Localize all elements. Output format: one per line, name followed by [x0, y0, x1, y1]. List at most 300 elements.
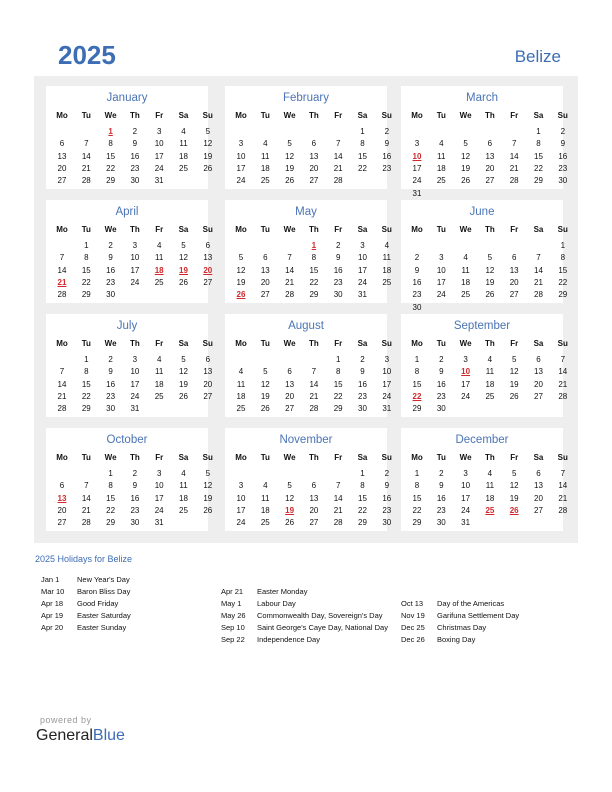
holiday-day: 20 — [203, 265, 213, 275]
holiday-name: Christmas Day — [437, 623, 487, 632]
day-cell: 14 — [285, 265, 295, 275]
weekday-header: Sa — [357, 339, 368, 348]
day-cell: 12 — [509, 481, 519, 491]
day-cell: 19 — [260, 391, 270, 401]
day-cell: 15 — [106, 151, 116, 161]
day-cell: 24 — [130, 277, 140, 287]
holiday-day: 13 — [57, 493, 67, 503]
weekday-header: We — [104, 225, 117, 234]
day-cell: 26 — [285, 176, 295, 186]
day-cell: 28 — [57, 290, 67, 300]
day-cell: 7 — [59, 367, 65, 377]
holiday-date: Sep 10 — [221, 623, 245, 632]
weekday-header: Fr — [155, 339, 164, 348]
brand-blue: Blue — [92, 727, 125, 744]
day-cell: 2 — [439, 355, 444, 364]
day-cell: 8 — [84, 253, 89, 263]
day-cell: 5 — [181, 355, 186, 364]
day-cell: 3 — [463, 469, 468, 478]
day-cell: 8 — [335, 367, 341, 377]
day-cell: 12 — [285, 493, 295, 503]
day-cell: 31 — [154, 176, 164, 186]
day-cell: 3 — [238, 481, 244, 491]
day-cell: 14 — [57, 379, 67, 389]
day-cell: 30 — [558, 176, 568, 186]
day-cell: 6 — [287, 367, 292, 377]
day-cell: 25 — [260, 518, 270, 528]
month-name: October — [106, 434, 148, 446]
day-cell: 7 — [287, 253, 292, 263]
day-cell: 15 — [358, 151, 367, 161]
weekday-header: Tu — [260, 339, 270, 348]
day-cell: 28 — [333, 176, 343, 186]
day-cell: 25 — [485, 391, 495, 401]
day-cell: 7 — [84, 139, 89, 149]
month-may — [225, 200, 392, 303]
day-cell: 1 — [536, 127, 541, 136]
day-cell: 12 — [179, 253, 188, 263]
day-cell: 22 — [358, 163, 367, 173]
day-cell: 21 — [81, 163, 91, 173]
month-october — [46, 428, 213, 531]
weekday-header: Th — [309, 339, 319, 348]
day-cell: 16 — [130, 151, 140, 161]
day-cell: 15 — [534, 151, 543, 161]
day-cell: 2 — [414, 253, 420, 263]
day-cell: 17 — [461, 493, 471, 503]
day-cell: 29 — [412, 518, 422, 528]
weekday-header: Th — [485, 339, 495, 348]
day-cell: 1 — [84, 241, 89, 250]
month-name: July — [116, 320, 138, 332]
weekday-header: Fr — [155, 225, 164, 234]
weekday-header: Fr — [334, 225, 343, 234]
weekday-header: We — [459, 339, 472, 348]
holiday-day: 22 — [412, 391, 422, 401]
day-cell: 18 — [461, 277, 471, 287]
day-cell: 21 — [333, 505, 343, 515]
day-cell: 11 — [179, 481, 188, 491]
day-cell: 21 — [333, 163, 343, 173]
day-cell: 17 — [358, 265, 367, 275]
day-cell: 17 — [412, 163, 422, 173]
weekday-header: Fr — [510, 225, 519, 234]
day-cell: 7 — [311, 367, 317, 377]
weekday-header: Su — [202, 453, 213, 462]
weekday-header: Su — [381, 453, 392, 462]
day-cell: 11 — [155, 367, 164, 377]
day-cell: 24 — [382, 391, 392, 401]
weekday-header: Tu — [260, 225, 270, 234]
day-cell: 23 — [130, 505, 140, 515]
day-cell: 27 — [285, 404, 295, 414]
weekday-header: We — [459, 453, 472, 462]
day-cell: 11 — [437, 151, 446, 161]
day-cell: 24 — [154, 163, 164, 173]
day-cell: 26 — [203, 163, 213, 173]
day-cell: 23 — [436, 505, 446, 515]
day-cell: 16 — [382, 151, 392, 161]
weekday-header: Su — [557, 225, 568, 234]
day-cell: 30 — [382, 518, 392, 528]
day-cell: 8 — [414, 481, 420, 491]
day-cell: 9 — [108, 367, 113, 377]
day-cell: 29 — [358, 518, 367, 528]
weekday-header: We — [283, 111, 296, 120]
day-cell: 30 — [412, 302, 422, 312]
weekday-header: Th — [485, 225, 495, 234]
day-cell: 10 — [154, 481, 164, 491]
day-cell: 11 — [261, 151, 270, 161]
day-cell: 19 — [285, 163, 295, 173]
month-june — [401, 200, 568, 312]
day-cell: 23 — [333, 277, 343, 287]
weekday-header: Su — [381, 111, 392, 120]
day-cell: 6 — [205, 241, 211, 250]
day-cell: 25 — [154, 277, 164, 287]
weekday-header: Tu — [436, 111, 446, 120]
day-cell: 6 — [536, 469, 541, 478]
day-cell: 30 — [436, 518, 446, 528]
month-name: February — [282, 92, 330, 104]
day-cell: 3 — [414, 139, 420, 149]
holiday-name: Easter Monday — [257, 587, 308, 596]
day-cell: 27 — [534, 505, 543, 515]
weekday-header: Th — [309, 453, 319, 462]
day-cell: 9 — [439, 367, 444, 377]
month-name: September — [453, 320, 511, 332]
day-cell: 30 — [436, 404, 446, 414]
weekday-header: Th — [485, 453, 495, 462]
weekday-header: We — [104, 339, 117, 348]
weekday-header: Sa — [533, 111, 544, 120]
day-cell: 22 — [558, 277, 568, 287]
holidays-title: 2025 Holidays for Belize — [35, 554, 133, 564]
day-cell: 23 — [130, 163, 140, 173]
day-cell: 2 — [132, 469, 138, 478]
weekday-header: Sa — [533, 225, 544, 234]
day-cell: 30 — [358, 404, 367, 414]
day-cell: 7 — [335, 139, 341, 149]
day-cell: 17 — [130, 265, 140, 275]
day-cell: 15 — [558, 265, 568, 275]
holiday-date: Dec 25 — [401, 623, 425, 632]
day-cell: 31 — [130, 404, 140, 414]
day-cell: 25 — [154, 391, 164, 401]
day-cell: 10 — [358, 253, 367, 263]
day-cell: 2 — [108, 241, 113, 250]
month-name: June — [469, 206, 495, 218]
day-cell: 30 — [130, 518, 140, 528]
day-cell: 12 — [203, 481, 213, 491]
day-cell: 7 — [335, 481, 341, 491]
weekday-header: We — [283, 453, 296, 462]
day-cell: 1 — [414, 469, 420, 478]
weekday-header: Su — [202, 339, 213, 348]
day-cell: 24 — [236, 518, 246, 528]
day-cell: 14 — [534, 265, 543, 275]
day-cell: 29 — [558, 290, 568, 300]
day-cell: 26 — [179, 277, 188, 287]
day-cell: 16 — [130, 493, 140, 503]
month-name: January — [106, 92, 148, 104]
day-cell: 15 — [81, 379, 91, 389]
holiday-name: Labour Day — [257, 599, 296, 608]
day-cell: 1 — [84, 355, 89, 364]
day-cell: 23 — [358, 391, 367, 401]
day-cell: 13 — [309, 151, 319, 161]
day-cell: 26 — [461, 176, 471, 186]
day-cell: 9 — [560, 139, 566, 149]
day-cell: 19 — [485, 277, 495, 287]
month-november — [225, 428, 392, 531]
weekday-header: Th — [130, 111, 140, 120]
holiday-day: 25 — [485, 505, 495, 515]
weekday-header: Mo — [235, 111, 247, 120]
day-cell: 13 — [309, 493, 319, 503]
day-cell: 9 — [360, 367, 365, 377]
day-cell: 3 — [132, 355, 138, 364]
weekday-header: Sa — [178, 339, 189, 348]
day-cell: 23 — [436, 391, 446, 401]
holiday-date: Nov 19 — [401, 611, 425, 620]
day-cell: 3 — [384, 355, 390, 364]
weekday-header: Mo — [411, 453, 423, 462]
day-cell: 1 — [360, 469, 365, 478]
day-cell: 28 — [81, 518, 91, 528]
day-cell: 22 — [412, 505, 422, 515]
day-cell: 27 — [57, 176, 67, 186]
day-cell: 22 — [81, 277, 91, 287]
day-cell: 4 — [487, 355, 493, 364]
day-cell: 7 — [560, 355, 566, 364]
day-cell: 12 — [285, 151, 295, 161]
day-cell: 28 — [57, 404, 67, 414]
day-cell: 2 — [384, 127, 390, 136]
holiday-day: 10 — [412, 151, 422, 161]
holiday-date: Apr 21 — [221, 587, 244, 596]
holiday-day: 26 — [509, 505, 519, 515]
day-cell: 19 — [179, 379, 188, 389]
day-cell: 17 — [461, 379, 471, 389]
day-cell: 27 — [57, 518, 67, 528]
day-cell: 6 — [263, 253, 268, 263]
day-cell: 23 — [382, 505, 392, 515]
weekday-header: Mo — [56, 225, 68, 234]
weekday-header: Sa — [178, 111, 189, 120]
day-cell: 3 — [156, 469, 162, 478]
holiday-date: Sep 22 — [221, 635, 245, 644]
day-cell: 16 — [106, 265, 116, 275]
day-cell: 18 — [236, 391, 246, 401]
day-cell: 3 — [360, 241, 365, 250]
day-cell: 9 — [384, 139, 390, 149]
day-cell: 8 — [536, 139, 541, 149]
weekday-header: Su — [202, 225, 213, 234]
day-cell: 23 — [558, 163, 568, 173]
day-cell: 1 — [560, 241, 566, 250]
weekday-header: Fr — [155, 111, 164, 120]
day-cell: 25 — [179, 505, 188, 515]
day-cell: 20 — [285, 391, 295, 401]
day-cell: 24 — [412, 176, 422, 186]
day-cell: 20 — [534, 379, 543, 389]
day-cell: 30 — [106, 404, 116, 414]
holiday-name: Good Friday — [77, 599, 119, 608]
weekday-header: We — [104, 453, 117, 462]
month-january — [46, 86, 213, 189]
holiday-day: 1 — [311, 241, 317, 250]
day-cell: 3 — [238, 139, 244, 149]
day-cell: 13 — [485, 151, 495, 161]
holiday-date: Jan 1 — [41, 575, 60, 584]
day-cell: 28 — [534, 290, 543, 300]
generalblue-logo[interactable] — [36, 727, 125, 745]
day-cell: 27 — [509, 290, 519, 300]
weekday-header: Sa — [357, 225, 368, 234]
day-cell: 10 — [130, 253, 140, 263]
weekday-header: Sa — [178, 225, 189, 234]
day-cell: 6 — [311, 481, 317, 491]
day-cell: 18 — [179, 493, 188, 503]
day-cell: 13 — [285, 379, 295, 389]
day-cell: 3 — [132, 241, 138, 250]
day-cell: 15 — [333, 379, 343, 389]
day-cell: 13 — [57, 151, 67, 161]
day-cell: 11 — [261, 493, 270, 503]
day-cell: 14 — [57, 265, 67, 275]
day-cell: 13 — [203, 367, 213, 377]
day-cell: 5 — [287, 139, 292, 149]
day-cell: 15 — [412, 493, 422, 503]
day-cell: 10 — [236, 493, 246, 503]
month-name: May — [295, 206, 317, 218]
weekday-header: Fr — [510, 339, 519, 348]
month-name: December — [455, 434, 509, 446]
day-cell: 31 — [412, 188, 422, 198]
weekday-header: Mo — [235, 453, 247, 462]
weekday-header: Mo — [56, 339, 68, 348]
day-cell: 20 — [534, 493, 543, 503]
day-cell: 14 — [558, 481, 568, 491]
day-cell: 26 — [260, 404, 270, 414]
weekday-header: We — [283, 225, 296, 234]
day-cell: 6 — [311, 139, 317, 149]
day-cell: 21 — [285, 277, 295, 287]
day-cell: 1 — [335, 355, 341, 364]
powered-by-label: powered by — [40, 715, 92, 725]
holiday-day: 1 — [108, 127, 113, 136]
day-cell: 14 — [333, 493, 343, 503]
weekday-header: Th — [130, 225, 140, 234]
day-cell: 5 — [205, 469, 211, 478]
weekday-header: Mo — [56, 453, 68, 462]
weekday-header: Tu — [81, 111, 91, 120]
day-cell: 4 — [487, 469, 493, 478]
day-cell: 5 — [487, 253, 493, 263]
day-cell: 5 — [181, 241, 186, 250]
weekday-header: Th — [485, 111, 495, 120]
weekday-header: Fr — [510, 111, 519, 120]
holiday-date: Apr 20 — [41, 623, 64, 632]
holiday-date: Mar 10 — [41, 587, 65, 596]
holiday-name: Day of the Americas — [437, 599, 505, 608]
day-cell: 4 — [463, 253, 468, 263]
day-cell: 24 — [236, 176, 246, 186]
day-cell: 10 — [236, 151, 246, 161]
weekday-header: Tu — [436, 453, 446, 462]
day-cell: 5 — [511, 469, 517, 478]
day-cell: 4 — [263, 139, 268, 149]
weekday-header: We — [459, 111, 472, 120]
day-cell: 25 — [179, 163, 188, 173]
day-cell: 6 — [205, 355, 211, 364]
day-cell: 22 — [534, 163, 543, 173]
day-cell: 20 — [260, 277, 270, 287]
day-cell: 24 — [436, 290, 446, 300]
holiday-day: 26 — [236, 290, 246, 300]
day-cell: 31 — [461, 518, 471, 528]
day-cell: 8 — [560, 253, 566, 263]
day-cell: 17 — [236, 505, 246, 515]
day-cell: 4 — [156, 241, 162, 250]
day-cell: 30 — [106, 290, 116, 300]
day-cell: 9 — [439, 481, 444, 491]
day-cell: 29 — [412, 404, 422, 414]
weekday-header: Tu — [81, 453, 91, 462]
day-cell: 21 — [534, 277, 543, 287]
weekday-header: Sa — [357, 453, 368, 462]
day-cell: 31 — [154, 518, 164, 528]
month-name: March — [466, 92, 498, 104]
weekday-header: Th — [309, 111, 319, 120]
day-cell: 17 — [236, 163, 246, 173]
day-cell: 14 — [81, 151, 91, 161]
month-april — [46, 200, 213, 303]
day-cell: 17 — [154, 151, 164, 161]
day-cell: 13 — [203, 253, 213, 263]
day-cell: 9 — [335, 253, 341, 263]
day-cell: 21 — [509, 163, 519, 173]
day-cell: 2 — [360, 355, 365, 364]
day-cell: 12 — [485, 265, 495, 275]
day-cell: 10 — [461, 481, 471, 491]
day-cell: 4 — [263, 481, 268, 491]
day-cell: 18 — [154, 379, 164, 389]
weekday-header: Su — [381, 339, 392, 348]
day-cell: 9 — [414, 265, 420, 275]
day-cell: 19 — [203, 493, 213, 503]
holiday-name: Garifuna Settlement Day — [437, 611, 520, 620]
weekday-header: Tu — [81, 225, 91, 234]
day-cell: 8 — [414, 367, 420, 377]
day-cell: 7 — [84, 481, 89, 491]
day-cell: 14 — [509, 151, 519, 161]
day-cell: 22 — [333, 391, 343, 401]
day-cell: 20 — [309, 505, 319, 515]
day-cell: 18 — [260, 163, 270, 173]
day-cell: 11 — [382, 253, 391, 263]
day-cell: 27 — [485, 176, 495, 186]
day-cell: 16 — [436, 493, 446, 503]
holiday-date: May 26 — [221, 611, 246, 620]
holiday-name: Easter Sunday — [77, 623, 127, 632]
day-cell: 2 — [335, 241, 341, 250]
month-february — [225, 86, 392, 189]
day-cell: 11 — [461, 265, 470, 275]
day-cell: 12 — [509, 367, 519, 377]
day-cell: 5 — [511, 355, 517, 364]
